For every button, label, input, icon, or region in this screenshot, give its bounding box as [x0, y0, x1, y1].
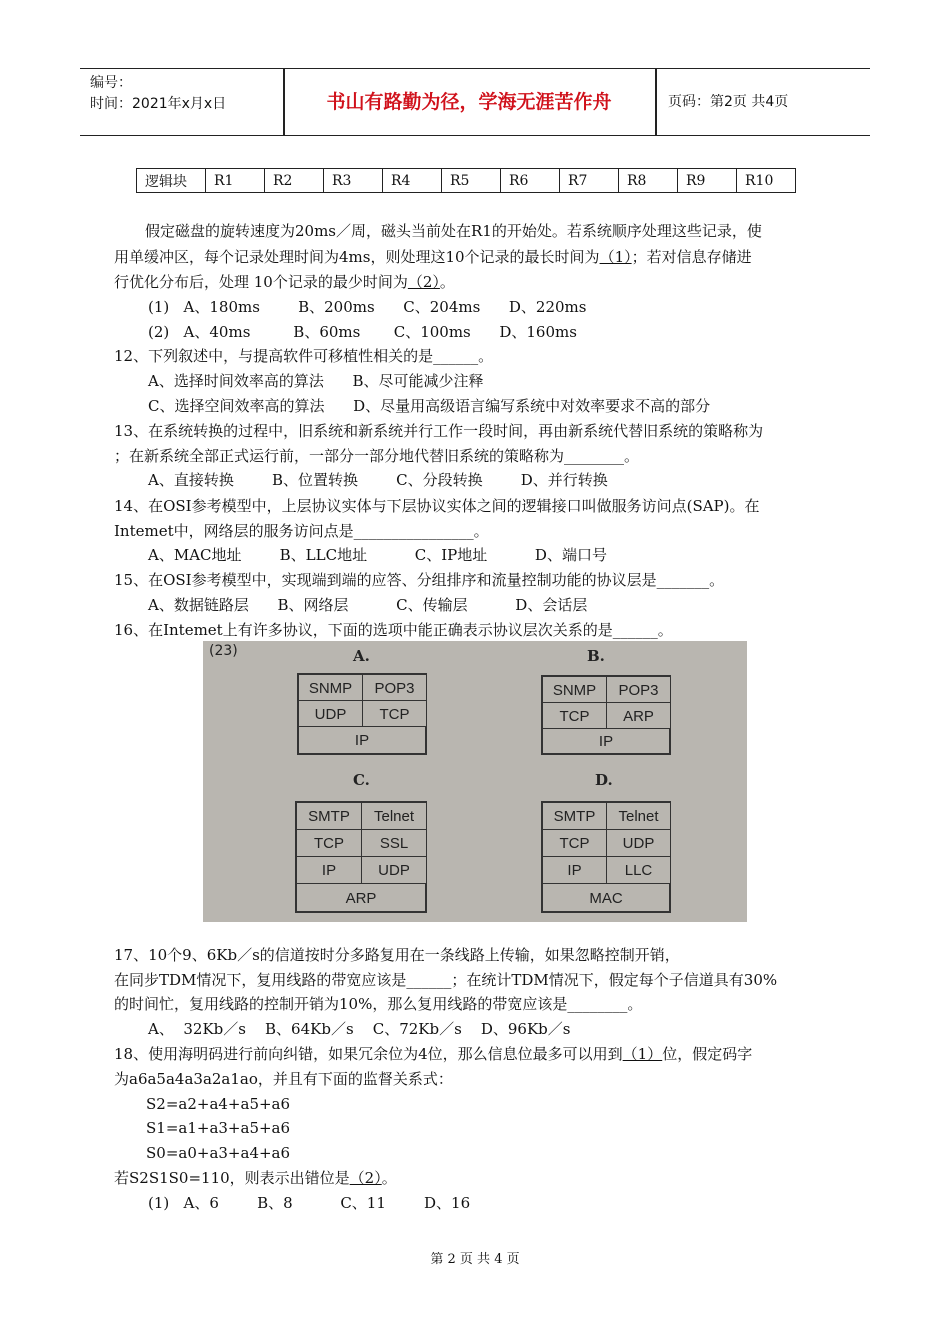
table-cell: 逻辑块 [137, 169, 206, 193]
table-cell: R1 [206, 169, 265, 193]
page-header [80, 68, 870, 136]
protocol-cell: SMTP [542, 802, 607, 830]
option-label: B. [587, 647, 605, 665]
text-span: 。 [381, 1169, 397, 1187]
question-stem: 在同步TDM情况下，复用线路的带宽应该是______；在统计TDM情况下，假定每个子信道具有30% [114, 971, 778, 989]
page-footer: 第 2 页 共 4 页 [430, 1252, 520, 1267]
table-cell: R10 [737, 169, 796, 193]
protocol-stack-b [541, 675, 671, 755]
time-label: 时间：2021年x月x日 [90, 96, 227, 112]
protocol-cell: LLC [606, 856, 671, 884]
question-stem: ；在新系统全部正式运行前，一部分一部分地代替旧系统的策略称为________。 [114, 447, 640, 465]
question-stem: Intemet中，网络层的服务访问点是________________。 [114, 522, 489, 540]
question-text [114, 247, 752, 267]
text-span: 位，假定码字 [662, 1045, 753, 1063]
protocol-stack-d [541, 801, 671, 913]
protocol-cell: POP3 [606, 676, 671, 703]
text-span: 若S2S1S0=110，则表示出错位是 [114, 1169, 350, 1187]
protocol-cell: SNMP [542, 676, 607, 703]
answer-blank: （2） [349, 1169, 382, 1187]
protocol-cell: SNMP [298, 674, 363, 701]
protocol-cell: Telnet [606, 802, 671, 830]
table-cell: R5 [442, 169, 501, 193]
header-divider [655, 69, 657, 135]
answer-options: C、选择空间效率高的算法 D、尽量用高级语言编写系统中对效率要求不高的部分 [148, 397, 711, 415]
header-meta [90, 73, 226, 115]
answer-options: A、数据链路层 B、网络层 C、传输层 D、会话层 [148, 596, 588, 614]
option-label: A. [353, 647, 370, 665]
option-label: C. [353, 771, 370, 789]
answer-options: A、 32Kb／s B、64Kb／s C、72Kb／s D、96Kb／s [148, 1020, 571, 1038]
question-text: 假定磁盘的旋转速度为20ms／周，磁头当前处在R1的开始处。若系统顺序处理这些记录，使 [145, 222, 762, 240]
text-span: 18、使用海明码进行前向纠错，如果冗余位为4位，那么信息位最多可以用到 [114, 1045, 623, 1063]
question-text [114, 272, 455, 292]
protocol-cell: MAC [542, 883, 670, 912]
header-motto: 书山有路勤为径，学海无涯苦作舟 [326, 91, 612, 113]
protocol-stack-a [297, 673, 427, 755]
text-span: 用单缓冲区，每个记录处理时间为4ms，则处理这10个记录的最长时间为 [114, 248, 600, 266]
protocol-cell: UDP [298, 700, 363, 727]
question-stem: 15、在OSI参考模型中，实现端到端的应答、分组排序和流量控制功能的协议层是_______。 [114, 571, 725, 589]
equation: S0=a0+a3+a4+a6 [146, 1144, 291, 1162]
equation: S2=a2+a4+a5+a6 [146, 1095, 291, 1113]
question-stem: 的时间忙，复用线路的控制开销为10%，那么复用线路的带宽应该是________。 [114, 995, 643, 1013]
table-cell: R2 [265, 169, 324, 193]
protocol-cell: IP [296, 856, 362, 884]
protocol-cell: TCP [296, 829, 362, 857]
protocol-cell: TCP [542, 702, 607, 729]
answer-options: A、MAC地址 B、LLC地址 C、IP地址 D、端口号 [148, 546, 607, 564]
protocol-cell: TCP [362, 700, 427, 727]
protocol-cell: UDP [606, 829, 671, 857]
table-cell: R3 [324, 169, 383, 193]
answer-blank: （2） [407, 273, 440, 291]
protocol-cell: Telnet [361, 802, 427, 830]
answer-options: (1) A、180ms B、200ms C、204ms D、220ms [148, 298, 587, 316]
answer-options: (1) A、6 B、8 C、11 D、16 [148, 1194, 471, 1212]
protocol-stack-figure [203, 641, 747, 922]
protocol-cell: IP [542, 856, 607, 884]
answer-options: (2) A、40ms B、60ms C、100ms D、160ms [148, 323, 577, 341]
page-info: 页码：第2页 共4页 [668, 94, 789, 110]
table-row [137, 169, 796, 193]
answer-options: A、选择时间效率高的算法 B、尽可能减少注释 [148, 372, 484, 390]
table-cell: R6 [501, 169, 560, 193]
answer-blank: （1） [622, 1045, 663, 1063]
protocol-cell: POP3 [362, 674, 427, 701]
protocol-cell: TCP [542, 829, 607, 857]
table-cell: R8 [619, 169, 678, 193]
question-stem: 14、在OSI参考模型中，上层协议实体与下层协议实体之间的逻辑接口叫做服务访问点(SAP)。在 [114, 497, 760, 515]
protocol-cell: UDP [361, 856, 427, 884]
protocol-cell: SMTP [296, 802, 362, 830]
equation: S1=a1+a3+a5+a6 [146, 1119, 291, 1137]
question-stem: 16、在Intemet上有许多协议，下面的选项中能正确表示协议层次关系的是______。 [114, 621, 673, 639]
question-stem: 12、下列叙述中，与提高软件可移植性相关的是______。 [114, 347, 494, 365]
answer-options: A、直接转换 B、位置转换 C、分段转换 D、并行转换 [148, 471, 608, 489]
question-stem: 为a6a5a4a3a2a1ao，并且有下面的监督关系式： [114, 1070, 453, 1088]
question-stem [114, 1168, 397, 1188]
text-span: ；若对信息存储进 [631, 248, 752, 266]
protocol-stack-c [295, 801, 427, 913]
text-span: 行优化分布后，处理 10个记录的最少时间为 [114, 273, 408, 291]
table-cell: R4 [383, 169, 442, 193]
protocol-cell: SSL [361, 829, 427, 857]
table-cell: R7 [560, 169, 619, 193]
question-stem [114, 1044, 752, 1064]
protocol-cell: IP [542, 728, 670, 754]
figure-number: (23) [209, 643, 238, 659]
logical-block-table [136, 168, 796, 193]
protocol-cell: ARP [606, 702, 671, 729]
option-label: D. [595, 771, 613, 789]
text-span: 。 [439, 273, 455, 291]
question-stem: 13、在系统转换的过程中，旧系统和新系统并行工作一段时间，再由新系统代替旧系统的策略称为 [114, 422, 764, 440]
protocol-cell: IP [298, 726, 426, 754]
table-cell: R9 [678, 169, 737, 193]
question-stem: 17、10个9、6Kb／s的信道按时分多路复用在一条线路上传输，如果忽略控制开销， [114, 946, 680, 964]
protocol-cell: ARP [296, 883, 426, 912]
answer-blank: （1） [599, 248, 632, 266]
code-label: 编号： [90, 75, 132, 91]
